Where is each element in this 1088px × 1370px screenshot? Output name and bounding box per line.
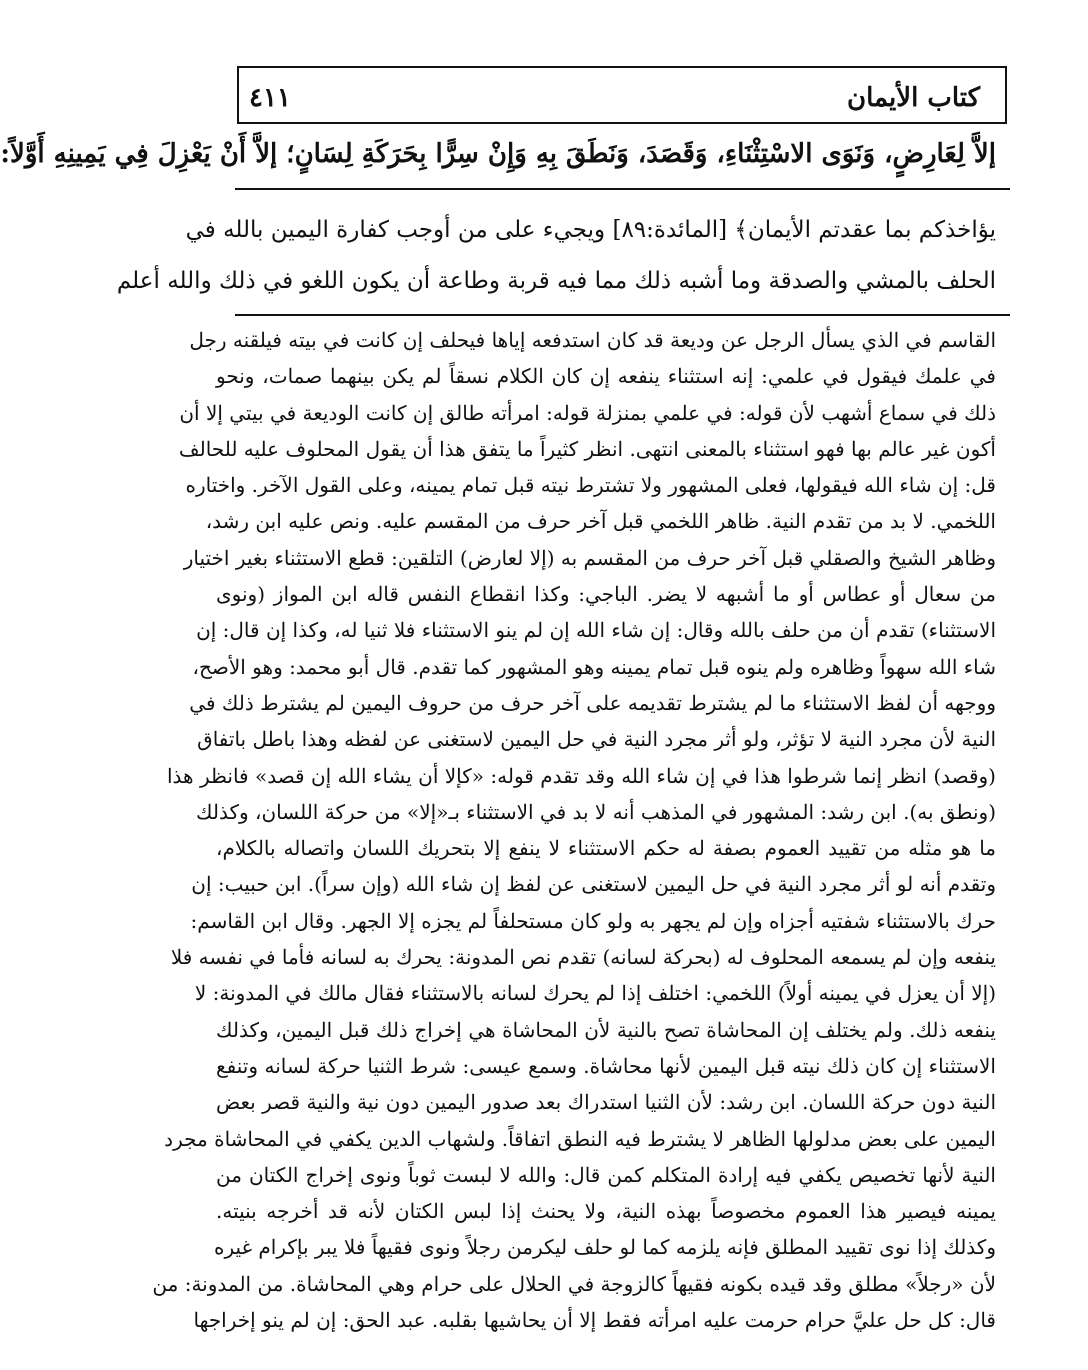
previous-commentary-line: يؤاخذكم بما عقدتم الأيمان﴾ [المائدة:٨٩] ويجيء على من أوجب كفارة اليمين بالله في xyxy=(185,217,996,243)
commentary-line: اللخمي. لا بد من تقدم النية. ظاهر اللخمي قبل آخر حرف من المقسم عليه. ونص عليه ابن رشد، xyxy=(205,509,996,534)
commentary-line: قل: إن شاء الله فيقولها، فعلى المشهور ولا تشترط نيته قبل تمام يمينه، وعلى القول الآخر. واختاره xyxy=(185,473,996,498)
page-number: ٤١١ xyxy=(249,83,291,113)
commentary-line: اليمين على بعض مدلولها الظاهر لا يشترط فيه النطق اتفاقاً. ولشهاب الدين يكفي في المحاشاة مجرد xyxy=(164,1126,996,1151)
divider-middle xyxy=(235,314,1010,316)
commentary-line: (وقصد) انظر إنما شرطوا هذا في إن شاء الله وقد تقدم قوله: «كإلا أن يشاء الله إن قصد» فانظر هذا xyxy=(166,763,996,788)
commentary-line: شاء الله سهواً وظاهره ولم ينوه قبل تمام يمينه وهو المشهور كما تقدم. قال أبو محمد: وهو الأصح، xyxy=(192,654,996,679)
commentary-line: وكذلك إذا نوى تقييد المطلق فإنه يلزمه كما لو حلف ليكرمن رجلاً ونوى فقيهاً فلا يبر بإكرام غيره xyxy=(214,1235,996,1260)
commentary-line: النية لأنها تخصيص يكفي فيه إرادة المتكلم كمن قال: والله لا لبست ثوباً ونوى إخراج الكتان من xyxy=(216,1162,996,1187)
commentary-line: ينفعه وإن لم يسمعه المحلوف له (بحركة لسانه) تقدم نص المدونة: يحرك به لسانه فأما في نفسه فلا xyxy=(170,945,996,970)
commentary-line: القاسم في الذي يسأل الرجل عن وديعة قد كان استدفعه إياها فيحلف إن كانت في بيته فيلقنه رجل xyxy=(189,328,996,352)
commentary-line: من سعال أو عطاس أو ما أشبهه لا يضر. الباجي: وكذا انقطاع النفس قاله ابن المواز (ونوى xyxy=(216,582,996,607)
commentary-line: ما هو مثله من تقييد العموم بصفة له حكم الاستثناء لا ينفع إلا بتحريك اللسان واتصاله بالكلام، xyxy=(216,836,996,861)
commentary-line: ذلك في سماع أشهب لأن قوله: في علمي بمنزلة قوله: امرأته طالق إن كانت الوديعة في بيتي إلا أن xyxy=(179,400,996,425)
commentary-line: ووجهه أن لفظ الاستثناء ما لم يشترط تقديمه على آخر حرف من حروف اليمين لم يشترط ذلك في xyxy=(189,690,996,715)
commentary-line: (إلا أن يعزل في يمينه أولاً) اللخمي: اختلف إذا لم يحرك لسانه بالاستثناء فقال مالك في المدونة: لا xyxy=(194,981,996,1006)
matn-text: إلاَّ لِعَارِضٍ، وَنَوَى الاسْتِثْنَاءِ، وَقَصَدَ، وَنَطَقَ بِهِ وَإِنْ سِرًّا بِحَرَكَةِ لِسَانٍ؛ إلاَّ أَنْ يَعْزِلَ فِي يَمِينِهِ أَوَّلاً: xyxy=(0,139,996,169)
commentary-line: في علمك فيقول في علمي: إنه استثناء ينفعه إن كان الكلام نسقاً لم يكن بينهما صمات، ونحو xyxy=(216,364,996,389)
commentary-line: أكون غير عالم بها فهو استثناء بالمعنى انتهى. انظر كثيراً ما يتفق هذا أن يقول المحلوف عليه للحالف xyxy=(178,436,996,461)
commentary-line: قال: كل حل عليَّ حرام حرمت عليه امرأته فقط إلا أن يحاشيها بقلبه. عبد الحق: إن لم ينو إخراجها xyxy=(193,1308,996,1333)
previous-commentary xyxy=(116,205,996,307)
commentary-line: ينفعه ذلك. ولم يختلف إن المحاشاة تصح بالنية لأن المحاشاة هي إخراج ذلك قبل اليمين، وكذلك xyxy=(216,1017,996,1042)
previous-commentary-line: الحلف بالمشي والصدقة وما أشبه ذلك مما فيه قربة وطاعة أن يكون اللغو في ذلك والله أعلم xyxy=(116,268,996,294)
book-title: كتاب الأيمان xyxy=(846,83,980,113)
divider-top xyxy=(235,188,1010,190)
commentary-line: الاستثناء) تقدم أن من حلف بالله وقال: إن شاء الله إن لم ينو الاستثناء فلا ثنيا له، وكذا إن قال: إن xyxy=(196,618,996,643)
commentary-line: يمينه فيصير هذا العموم مخصوصاً بهذه النية، ولا يحنث إذا لبس الكتان لأنه قد أخرجه بنيته. xyxy=(216,1199,996,1224)
commentary-line: وظاهر الشيخ والصقلي قبل آخر حرف من المقسم به (إلا لعارض) التلقين: قطع الاستثناء بغير اختيار xyxy=(183,545,996,570)
commentary-line: الاستثناء إن كان ذلك نيته قبل اليمين لأنها محاشاة. وسمع عيسى: شرط الثنيا حركة لسانه وتنفع xyxy=(216,1053,996,1078)
commentary-line: حرك بالاستثناء شفتيه أجزاه وإن لم يجهر به ولو كان مستحلفاً لم يجزه إلا الجهر. وقال ابن القاسم: xyxy=(190,908,996,933)
commentary-line: وتقدم أنه لو أثر مجرد النية في حل اليمين لاستغنى عن لفظ إن شاء الله (وإن سراً). ابن حبيب: إن xyxy=(191,872,996,897)
commentary-line: النية دون حركة اللسان. ابن رشد: لأن الثنيا استدراك بعد صدور اليمين دون نية والنية قصر بعض xyxy=(216,1090,996,1115)
commentary-line: النية لأن مجرد النية لا تؤثر، ولو أثر مجرد النية في حل اليمين لاستغنى عن لفظه وهذا باطل باتفاق xyxy=(197,727,996,752)
commentary-body xyxy=(152,322,996,1338)
commentary-line: (ونطق به). ابن رشد: المشهور في المذهب أنه لا بد في الاستثناء بـ«إلا» من حركة اللسان، وكذلك xyxy=(196,799,996,824)
commentary-line: لأن «رجلاً» مطلق وقد قيده بكونه فقيهاً كالزوجة في الحلال على حرام وهي المحاشاة. من المدونة: من xyxy=(152,1271,996,1296)
